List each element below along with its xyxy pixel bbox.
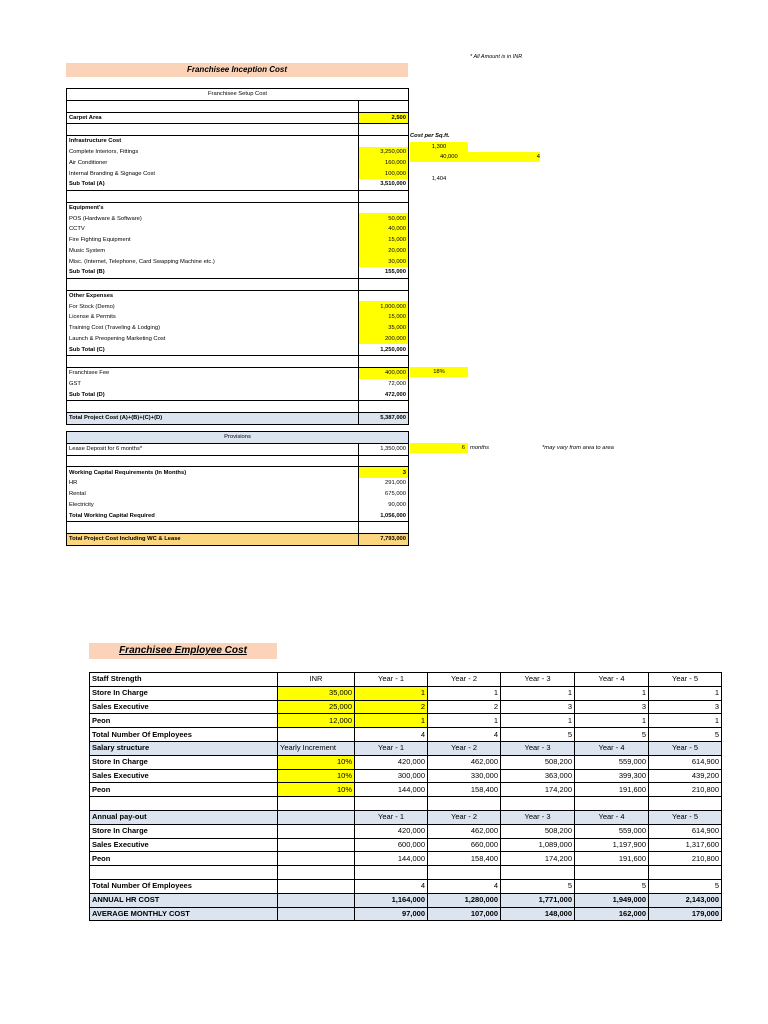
table-row: [67, 290, 409, 301]
table-row: GST 72,000: [67, 379, 409, 390]
cost-per-sqft-interiors: 1,300: [410, 142, 468, 152]
inception-title: Franchisee Inception Cost: [66, 63, 408, 77]
table-row: Sales Executive 10% 300,000 330,000 363,000 399,300 439,200: [90, 769, 722, 783]
table-row: Sub Total (A) 3,510,000: [67, 179, 409, 190]
table-row: Misc. (Internet, Telephone, Card Swapping Machine etc.) 30,000: [67, 256, 409, 267]
table-row: Rental 675,000: [67, 489, 409, 500]
lease-months-label: months: [470, 444, 490, 451]
table-row: Sub Total (C) 1,250,000: [67, 344, 409, 355]
total-project-value: 5,387,000: [359, 412, 409, 424]
provisions-header: Provisions: [67, 432, 409, 444]
table-row: Launch & Preopening Marketing Cost 200,000: [67, 334, 409, 345]
table-row: Franchisee Fee 400,000: [67, 367, 409, 378]
table-row: ANNUAL HR COST 1,164,000 1,280,000 1,771,000 1,949,000 2,143,000: [90, 893, 722, 907]
lease-months-value: 6: [410, 443, 468, 453]
table-row: Annual pay-out Year - 1 Year - 2 Year - 3 Year - 4 Year - 5: [90, 810, 722, 824]
table-row: [67, 278, 409, 290]
table-row: For Stock (Demo) 1,000,000: [67, 301, 409, 312]
table-row: Fire Fighting Equipment 15,000: [67, 235, 409, 246]
table-row: Sales Executive 25,000 2 2 3 3 3: [90, 700, 722, 714]
table-row: Total Number Of Employees 4 4 5 5 5: [90, 728, 722, 742]
employee-cost-table: [89, 672, 722, 921]
ac-count: 4: [536, 154, 540, 161]
table-row: [67, 100, 409, 112]
table-row: [90, 866, 722, 880]
cost-per-sqft-label: Cost per Sq.ft.: [410, 133, 450, 139]
table-row: CCTV 40,000: [67, 224, 409, 235]
infra-heading: Infrastructure Cost: [67, 136, 359, 147]
table-row: Electricity 90,000: [67, 500, 409, 511]
table-row: Sub Total (B) 155,000: [67, 267, 409, 278]
carpet-value: 2,500: [359, 112, 409, 124]
other-heading: Other Expenses: [67, 290, 359, 301]
table-row: [67, 202, 409, 213]
provisions-table: [66, 431, 409, 546]
table-row: [67, 190, 409, 202]
table-row: [67, 89, 409, 101]
table-row: [67, 124, 409, 136]
table-row: Training Cost (Traveling & Lodging) 35,000: [67, 323, 409, 334]
equip-heading: Equipment's: [67, 202, 359, 213]
table-row: Peon 10% 144,000 158,400 174,200 191,600 210,800: [90, 783, 722, 797]
table-row: [67, 432, 409, 444]
table-row: Total Working Capital Required 1,056,000: [67, 510, 409, 521]
lease-note: *may vary from area to area: [542, 444, 614, 451]
table-row: Air Conditioner 160,000: [67, 158, 409, 169]
table-row: [90, 797, 722, 811]
table-row: [67, 401, 409, 413]
table-row: Peon 12,000 1 1 1 1 1: [90, 714, 722, 728]
table-row: Internal Branding & Signage Cost 100,000: [67, 168, 409, 179]
table-row: Working Capital Requirements (In Months) 3: [67, 467, 409, 478]
inr-note: * All Amount is in INR: [470, 54, 523, 60]
table-row: AVERAGE MONTHLY COST 97,000 107,000 148,000 162,000 179,000: [90, 907, 722, 921]
table-row: Store In Charge 420,000 462,000 508,200 559,000 614,900: [90, 824, 722, 838]
table-row: [67, 412, 409, 424]
table-row: [67, 455, 409, 467]
table-row: License & Permits 15,000: [67, 312, 409, 323]
grand-total-label: Total Project Cost Including WC & Lease: [67, 533, 359, 545]
table-row: [67, 522, 409, 534]
table-row: [67, 356, 409, 368]
table-row: Store In Charge 35,000 1 1 1 1 1: [90, 686, 722, 700]
table-row: Salary structure Yearly Increment Year - 1 Year - 2 Year - 3 Year - 4 Year - 5: [90, 741, 722, 755]
table-row: Staff Strength INR Year - 1 Year - 2 Year - 3 Year - 4 Year - 5: [90, 673, 722, 687]
ac-unit-cost: 40,000: [410, 152, 540, 162]
employee-title: Franchisee Employee Cost: [89, 643, 277, 659]
carpet-label: Carpet Area: [67, 112, 359, 124]
setup-header: Franchisee Setup Cost: [67, 89, 409, 101]
table-row: Store In Charge 10% 420,000 462,000 508,200 559,000 614,900: [90, 755, 722, 769]
table-row: [67, 136, 409, 147]
table-row: Sub Total (D) 472,000: [67, 389, 409, 400]
table-row: [67, 112, 409, 124]
table-row: Music System 20,000: [67, 246, 409, 257]
setup-cost-table: [66, 88, 409, 425]
table-row: [67, 533, 409, 545]
total-project-label: Total Project Cost (A)+(B)+(C)+(D): [67, 412, 359, 424]
gst-rate: 18%: [410, 367, 468, 377]
table-row: Sales Executive 600,000 660,000 1,089,000 1,197,900 1,317,600: [90, 838, 722, 852]
table-row: Peon 144,000 158,400 174,200 191,600 210,800: [90, 852, 722, 866]
table-row: Lease Deposit for 6 months* 1,350,000: [67, 443, 409, 455]
grand-total-value: 7,793,000: [359, 533, 409, 545]
table-row: Complete Interiors, Fittings 3,250,000: [67, 147, 409, 158]
table-row: POS (Hardware & Software) 50,000: [67, 213, 409, 224]
cost-per-sqft-total: 1,404: [431, 176, 447, 182]
table-row: Total Number Of Employees 4 4 5 5 5: [90, 879, 722, 893]
table-row: HR 291,000: [67, 478, 409, 489]
